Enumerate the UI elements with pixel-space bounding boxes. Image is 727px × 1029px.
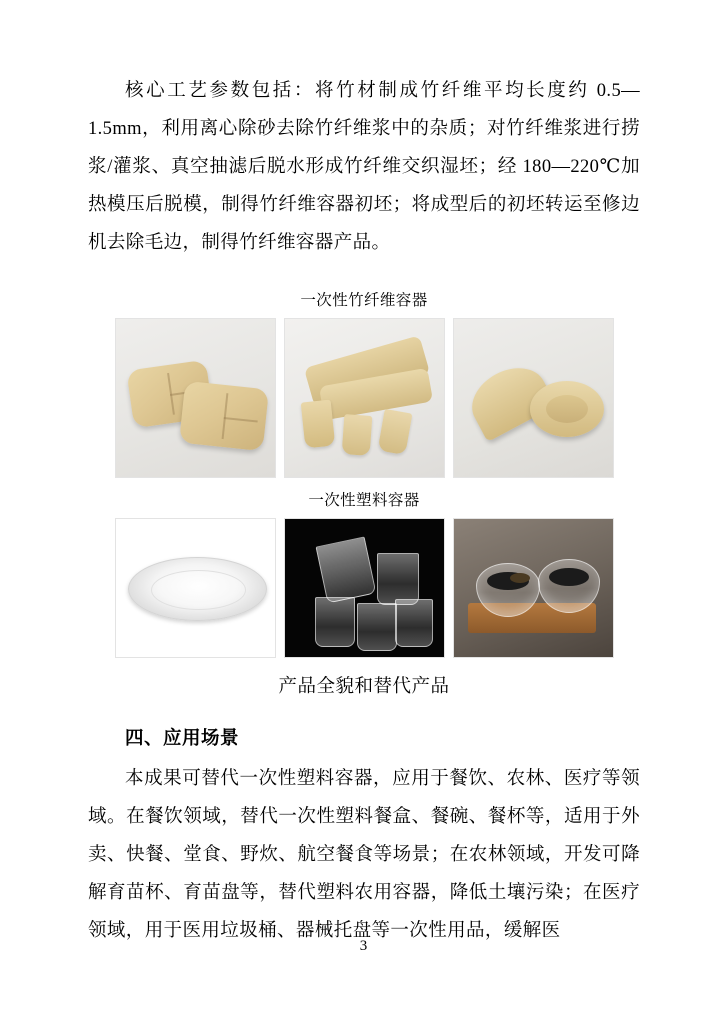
tray-shape-front: [178, 381, 268, 451]
photo-bamboo-tray: [115, 318, 276, 478]
tray-divider: [221, 393, 228, 439]
photo-plastic-cups: [284, 518, 445, 658]
page-number: 3: [359, 938, 368, 954]
bowl-inner: [546, 395, 588, 423]
image-row-plastic: [88, 518, 640, 658]
photo-glass-bowls: [453, 518, 614, 658]
bowl-upright: [530, 381, 604, 437]
image-row-bamboo: [88, 318, 640, 478]
cup-clear: [315, 597, 355, 647]
photo-bamboo-cups: [284, 318, 445, 478]
plate-shape: [128, 557, 267, 621]
tray-divider: [223, 417, 257, 423]
cup-single: [377, 409, 412, 455]
figure-caption-bamboo: 一次性竹纤维容器: [300, 292, 428, 309]
figure-plastic-containers: [88, 490, 640, 658]
paragraph-application: 本成果可替代一次性塑料容器，应用于餐饮、农林、医疗等领域。在餐饮领域，替代一次性塑料餐盒、餐碗、餐杯等，适用于外卖、快餐、堂食、野炊、航空餐食等场景；在农林领域，开发可降解育苗杯、育苗盘等，替代塑料农用容器，降低土壤污染；在医疗领域，用于医用垃圾桶、器械托盘等一次性用品，缓解医: [88, 769, 640, 941]
figure-caption-main: 产品全貌和替代产品: [278, 677, 450, 697]
cup-single: [300, 400, 335, 449]
cup-clear: [377, 553, 419, 605]
cup-clear: [395, 599, 433, 647]
cup-single: [341, 414, 372, 456]
photo-plastic-plate: [115, 518, 276, 658]
cup-stack-clear: [315, 536, 376, 603]
paragraph-process: 核心工艺参数包括：将竹材制成竹纤维平均长度约 0.5—1.5mm，利用离心除砂去除竹纤维浆中的杂质；对竹纤维浆进行捞浆/灌浆、真空抽滤后脱水形成竹纤维交织湿坯；经 180—220℃加热模压后脱模，制得竹纤维容器初坯；将成型后的初坯转运至修边机去除毛边，制得竹纤维容器产品。: [88, 81, 640, 253]
bowl-content: [549, 568, 589, 586]
cup-clear: [357, 603, 397, 651]
figure-bamboo-containers: [88, 290, 640, 478]
seeds: [510, 573, 530, 583]
photo-bamboo-bowls: [453, 318, 614, 478]
section-heading-application: 四、应用场景: [125, 729, 240, 749]
page-content: [88, 72, 640, 950]
figure-caption-plastic: 一次性塑料容器: [308, 492, 420, 509]
